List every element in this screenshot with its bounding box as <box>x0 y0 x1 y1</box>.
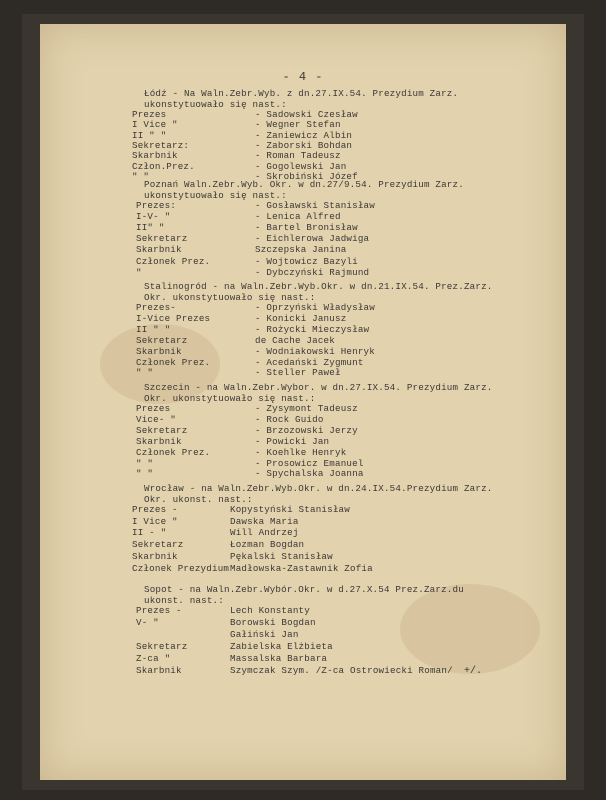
member-role: Członek Prez. <box>136 255 211 267</box>
member-name: - Prosowicz Emanuel <box>255 457 364 469</box>
member-role: Skarbnik <box>136 244 182 256</box>
page-number: - 4 - <box>282 70 324 84</box>
section-header <box>144 88 544 110</box>
member-name: - Konicki Janusz <box>255 312 347 324</box>
member-name: - Oprzyński Władysław <box>255 302 375 313</box>
member-name: Madłowska-Zastawnik Zofia <box>230 562 373 574</box>
member-role: Sekretarz <box>136 424 188 436</box>
member-name: - Brzozowski Jerzy <box>255 424 358 436</box>
section-header-line: Stalinogród - na Waln.Zebr.Wyb.Okr. w dn.21.IX.54. Prez.Zarz. <box>144 281 493 292</box>
member-role: I Vice " <box>132 119 178 131</box>
section-header <box>144 584 544 606</box>
section-header-line: ukonstytuowało się nast.: <box>144 190 287 201</box>
member-role: Skarbnik <box>136 345 182 357</box>
member-name: Massalska Barbara <box>230 653 328 664</box>
member-role: I-Vice Prezes <box>136 312 211 324</box>
member-name: - Rock Guido <box>255 413 324 425</box>
member-name: Borowski Bogdan <box>230 617 316 628</box>
section-header <box>144 179 544 201</box>
member-name: - Wegner Stefan <box>255 119 341 131</box>
member-name: Kopystyński Stanisław <box>230 504 350 515</box>
member-role: V- " <box>136 617 159 628</box>
member-role: " " <box>136 468 154 480</box>
member-name: - Skrobiński Józef <box>255 170 358 182</box>
closing-mark: +/. <box>464 666 483 677</box>
section-header <box>144 483 544 505</box>
member-name: de Cache Jacek <box>255 334 335 346</box>
member-role: " <box>136 266 142 278</box>
member-name: - Wodniakowski Henryk <box>255 345 375 357</box>
member-role: Człon.Prez. <box>132 160 195 172</box>
member-role: Członek Prezydium <box>132 562 230 574</box>
member-role: Sekretarz <box>132 539 184 551</box>
member-role: Prezes - <box>132 504 178 515</box>
member-name: Łozman Bogdan <box>230 539 305 551</box>
member-name: - Koehlke Henryk <box>255 446 347 458</box>
member-name: - Acedański Zygmunt <box>255 356 364 368</box>
member-name: - Zysymont Tadeusz <box>255 403 358 414</box>
section-header-line: Poznań Waln.Zebr.Wyb. Okr. w dn.27/9.54. Prezydium Zarz. <box>144 179 464 190</box>
member-name: - Spychalska Joanna <box>255 468 364 480</box>
section-header-line: Okr. ukonstytuowało się nast.: <box>144 393 316 404</box>
member-name: - Bartel Bronisław <box>255 222 358 234</box>
member-name: - Rożycki Mieczysław <box>255 323 370 335</box>
member-name: - Steller Paweł <box>255 367 341 379</box>
member-role: Skarbnik <box>132 150 178 162</box>
section-header <box>144 382 544 404</box>
member-role: I Vice " <box>132 515 178 527</box>
member-role: II " " <box>132 129 167 141</box>
member-role: Skarbnik <box>136 435 182 447</box>
typed-document-page <box>40 24 566 780</box>
member-role: Prezes <box>132 109 167 120</box>
member-role: " " <box>132 170 150 182</box>
member-role: I-V- " <box>136 211 171 223</box>
section-header-line: ukonst. nast.: <box>144 595 224 606</box>
member-name: - Lenica Alfred <box>255 211 341 223</box>
member-name: - Wojtowicz Bazyli <box>255 255 358 267</box>
section-header-line: Okr. ukonstytuowało się nast.: <box>144 292 316 303</box>
member-role: Skarbnik <box>132 550 178 562</box>
member-role: Prezes- <box>136 302 176 313</box>
member-role: Sekretarz <box>136 641 188 652</box>
member-role: Prezes - <box>136 605 182 616</box>
section-header-line: Okr. ukonst. nast.: <box>144 494 253 505</box>
member-name: Dawska Maria <box>230 515 299 527</box>
member-name: Szczepska Janina <box>255 244 347 256</box>
member-name: Pękalski Stanisław <box>230 550 333 562</box>
section-header-line: Sopot - na Waln.Zebr.Wybór.Okr. w d.27.X.54 Prez.Zarz.du <box>144 584 464 595</box>
member-role: Vice- " <box>136 413 176 425</box>
member-name: - Dybczyński Rajmund <box>255 266 370 278</box>
member-role: " " <box>136 367 154 379</box>
section-header-line: Wrocław - na Waln.Zebr.Wyb.Okr. w dn.24.IX.54.Prezydium Zarz. <box>144 483 493 494</box>
member-name: - Roman Tadeusz <box>255 150 341 162</box>
member-name: Zabielska Elżbieta <box>230 641 333 652</box>
member-role: " " <box>136 457 154 469</box>
member-name: - Sadowski Czesław <box>255 109 358 120</box>
member-role: Skarbnik <box>136 665 182 676</box>
section-header-line: Łódź - Na Waln.Zebr.Wyb. z dn.27.IX.54. Prezydium Zarz. <box>144 88 459 99</box>
section-header-line: Szczecin - na Waln.Zebr.Wybor. w dn.27.IX.54. Prezydium Zarz. <box>144 382 493 393</box>
member-role: II - " <box>132 527 167 539</box>
member-name: - Gogolewski Jan <box>255 160 347 172</box>
member-role: Członek Prez. <box>136 446 211 458</box>
member-name: - Eichlerowa Jadwiga <box>255 233 370 245</box>
member-name: Lech Konstanty <box>230 605 310 616</box>
member-role: Prezes <box>136 403 171 414</box>
member-role: Sekretarz <box>136 233 188 245</box>
member-role: Członek Prez. <box>136 356 211 368</box>
member-name: - Zaborski Bohdan <box>255 139 353 151</box>
section-header-line: ukonstytuowało się nast.: <box>144 99 287 110</box>
member-name: - Powicki Jan <box>255 435 330 447</box>
member-name: Will Andrzej <box>230 527 299 539</box>
section-header <box>144 281 544 303</box>
member-name: - Gosławski Stanisław <box>255 200 375 211</box>
member-name: - Zaniewicz Albin <box>255 129 353 141</box>
member-role: Z-ca " <box>136 653 171 664</box>
member-name: Gałiński Jan <box>230 629 299 640</box>
member-role: II " " <box>136 323 171 335</box>
member-role: Sekretarz: <box>132 139 190 151</box>
member-role: Prezes: <box>136 200 176 211</box>
member-name: Szymczak Szym. /Z-ca Ostrowiecki Roman/ <box>230 665 453 676</box>
member-role: Sekretarz <box>136 334 188 346</box>
member-role: II" " <box>136 222 165 234</box>
